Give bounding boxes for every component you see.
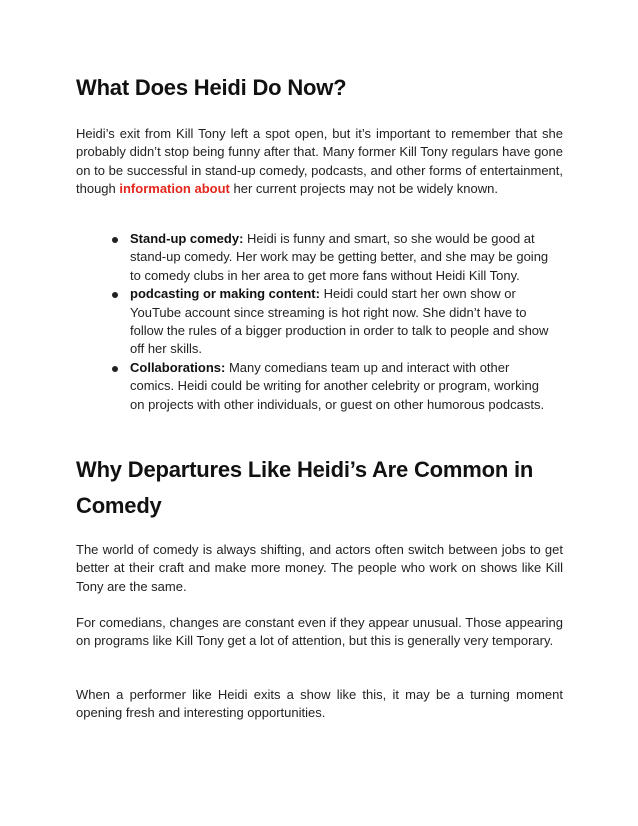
bullet-text: Many comedians team up and interact with other comics. Heidi could be writing for another celebrity or program, working on projects with other individuals, or guest on other humorous podcasts. bbox=[130, 359, 545, 412]
bullet-dot-icon bbox=[112, 292, 118, 298]
bullet-item-standup bbox=[106, 230, 556, 285]
comedy-world-paragraph: The world of comedy is always shifting, and actors often switch between jobs to get better at their craft and make more money. The people who work on shows like Kill Tony are the same. bbox=[76, 542, 563, 594]
bullet-lead: podcasting or making content: bbox=[130, 286, 320, 302]
bullet-item-collaborations bbox=[106, 359, 556, 414]
section-heading-what-heidi-does-now: What Does Heidi Do Now? bbox=[76, 75, 347, 100]
comedians-changes-paragraph: For comedians, changes are constant even if they appear unusual. Those appearing on programs like Kill Tony get a lot of attention, but this is generally very temporary. bbox=[76, 615, 563, 649]
bullet-text: Heidi is funny and smart, so she would be good at stand-up comedy. Her work may be getting better, and she may be going to comedy clubs in her area to get more fans without Heidi Kill Tony. bbox=[130, 231, 549, 283]
bullet-dot-icon bbox=[112, 366, 118, 372]
section-heading-why-departures-common: Why Departures Like Heidi’s Are Common in Comedy bbox=[76, 457, 534, 518]
intro-text-before-link: Heidi’s exit from Kill Tony left a spot open, but it’s important to remember that she probably didn’t stop being funny after that. Many former Kill Tony regulars have gone on to be successful in stand-up comedy, podcasts, and other forms of entertainment, though bbox=[76, 126, 563, 197]
information-about-link[interactable]: information about bbox=[119, 181, 230, 197]
bullet-dot-icon bbox=[112, 237, 118, 243]
bullet-lead: Collaborations: bbox=[130, 359, 226, 375]
intro-text-after-link: her current projects may not be widely known. bbox=[229, 181, 498, 197]
bullet-text: Heidi could start her own show or YouTube account since streaming is hot right now. She didn’t have to follow the rules of a bigger production in order to talk to people and show off her skills. bbox=[130, 286, 549, 357]
turning-moment-paragraph: When a performer like Heidi exits a show like this, it may be a turning moment opening fresh and interesting opportunities. bbox=[76, 687, 563, 721]
bullet-item-podcasting bbox=[106, 285, 556, 359]
activity-bullet-list bbox=[106, 230, 556, 414]
intro-paragraph bbox=[76, 125, 563, 199]
bullet-lead: Stand-up comedy: bbox=[130, 231, 244, 246]
